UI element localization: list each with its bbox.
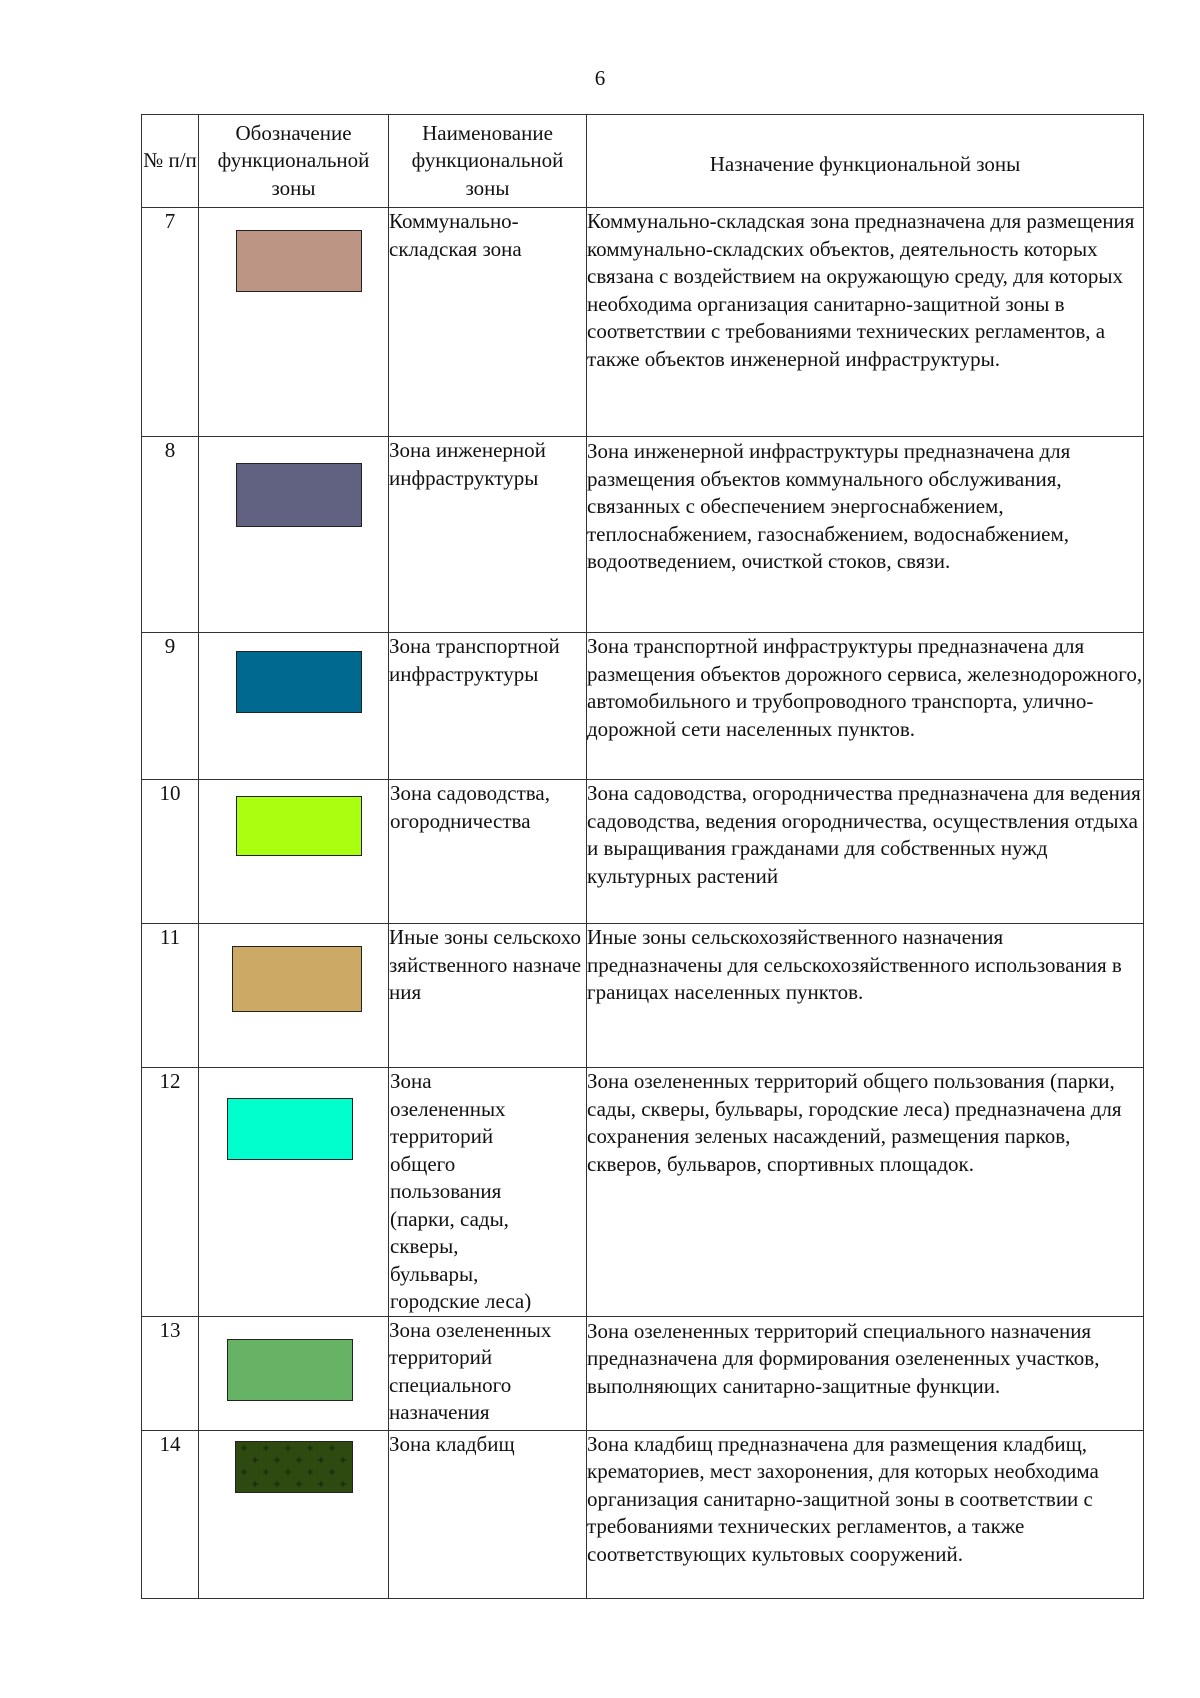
cross-pattern [236,1442,354,1494]
table-row [142,633,1144,780]
symbol-cell [199,633,389,780]
cross-mark [274,1457,280,1463]
header-num: № п/п [142,115,199,208]
cross-mark [318,1481,324,1487]
zone-color-swatch [232,946,362,1012]
zone-name: Зона кладбищ [389,1430,587,1598]
symbol-cell [199,780,389,924]
cross-mark [329,1469,335,1475]
table-row [142,1068,1144,1317]
row-number: 11 [142,924,199,1068]
zone-description: Иные зоны сельскохозяйственного назначения предназначены для сельскохозяйственного использования в границах населенных пунктов. [587,924,1144,1068]
cross-mark [296,1481,302,1487]
zone-color-swatch [227,1339,353,1401]
row-number: 7 [142,208,199,437]
zone-description: Зона озелененных территорий специального назначения предназначена для формирования озелененных участков, выполняющих санитарно-защитные функции. [587,1316,1144,1430]
zone-description: Коммунально-складская зона предназначена для размещения коммунально-складских объектов, деятельность которых связана с воздействием на окружающую среду, для которых необходима организация санитарно-защитной зоны в соответствии с требованиями технических регламентов, а также объектов инженерной инфраструктуры. [587,208,1144,437]
zone-description: Зона озелененных территорий общего пользования (парки, сады, скверы, бульвары, городские леса) предназначена для сохранения зеленых насаждений, размещения парков, скверов, бульваров, спортивных площадок. [587,1068,1144,1317]
zone-color-swatch [236,463,362,527]
cross-mark [296,1457,302,1463]
zone-name: Коммунально-складская зона [389,208,587,437]
zone-name: Иные зоны сельскохозяйственного назначения [389,924,587,1068]
symbol-cell [199,1316,389,1430]
row-number: 14 [142,1430,199,1598]
cross-mark [340,1481,346,1487]
zone-name: Зона транспортной инфраструктуры [389,633,587,780]
header-name: Наименование функциональной зоны [389,115,587,208]
cross-mark [340,1457,346,1463]
cross-mark [307,1469,313,1475]
zone-description: Зона инженерной инфраструктуры предназначена для размещения объектов коммунального обслуживания, связанных с обеспечением энергоснабжением, теплоснабжением, газоснабжением, водоснабжением, водоотведением, очисткой стоков, связи. [587,437,1144,633]
header-purpose: Назначение функциональной зоны [587,115,1144,208]
zone-name: Зона инженерной инфраструктуры [389,437,587,633]
row-number: 9 [142,633,199,780]
table-header-row [142,115,1144,208]
zone-color-swatch [236,651,362,713]
header-symbol: Обозначение функциональной зоны [199,115,389,208]
zone-description: Зона садоводства, огородничества предназначена для ведения садоводства, ведения огородничества, осуществления отдыха и выращивания гражданами для собственных нужд культурных растений [587,780,1144,924]
cross-mark [263,1445,269,1451]
cross-mark [318,1457,324,1463]
cross-mark [241,1445,247,1451]
cross-mark [285,1469,291,1475]
symbol-cell [199,924,389,1068]
row-number: 10 [142,780,199,924]
row-number: 8 [142,437,199,633]
zone-color-swatch [227,1098,353,1160]
table-row [142,924,1144,1068]
zone-name: Зона озелененных территорий специального назначения [389,1316,587,1430]
functional-zones-table [141,114,1144,1599]
row-number: 13 [142,1316,199,1430]
zone-description: Зона транспортной инфраструктуры предназначена для размещения объектов дорожного сервиса, железнодорожного, автомобильного и трубопроводного транспорта, улично-дорожной сети населенных пунктов. [587,633,1144,780]
table-row [142,1316,1144,1430]
zone-description: Зона кладбищ предназначена для размещения кладбищ, крематориев, мест захоронения, для которых необходима организация санитарно-защитной зоны в соответствии с требованиями технических регламентов, а также соответствующих культовых сооружений. [587,1430,1144,1598]
zone-color-swatch [236,230,362,292]
cross-mark [285,1445,291,1451]
table-row [142,437,1144,633]
zone-name: Зона озелененных территорий общего пользования (парки, сады, скверы, бульвары, городские леса) [389,1068,587,1317]
cemetery-pattern-swatch [235,1441,353,1493]
table-row [142,1430,1144,1598]
zone-color-swatch [236,796,362,856]
cross-mark [263,1469,269,1475]
symbol-cell [199,437,389,633]
cross-mark [274,1481,280,1487]
row-number: 12 [142,1068,199,1317]
cross-mark [307,1445,313,1451]
symbol-cell [199,208,389,437]
table-row [142,208,1144,437]
cross-mark [329,1445,335,1451]
page-number: 6 [594,66,606,90]
cross-mark [241,1469,247,1475]
zone-name: Зона садоводства, огородничества [389,780,587,924]
cross-mark [252,1457,258,1463]
table-row [142,780,1144,924]
symbol-cell [199,1430,389,1598]
cross-mark [252,1481,258,1487]
symbol-cell [199,1068,389,1317]
